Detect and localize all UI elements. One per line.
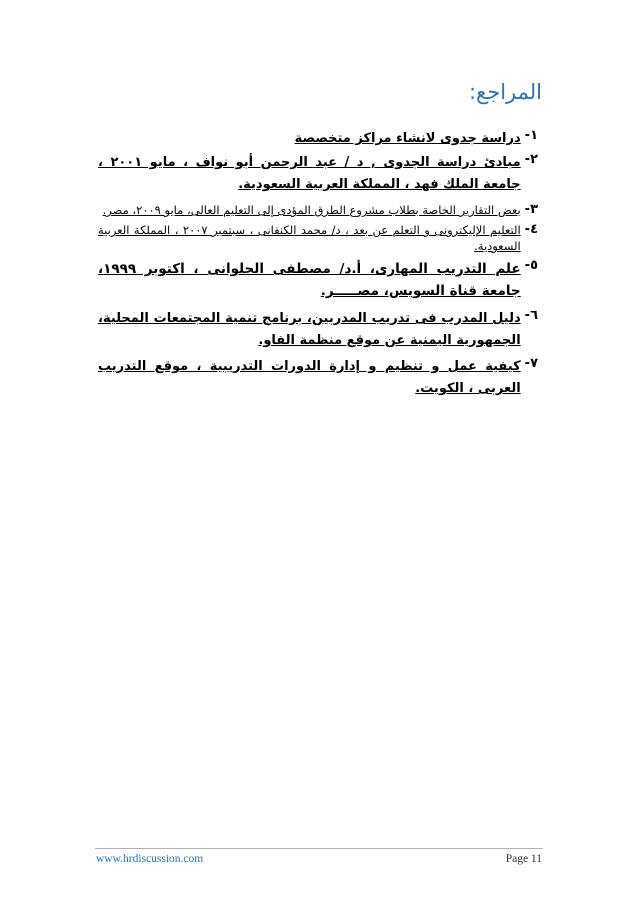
list-item (98, 222, 538, 254)
reference-number: ٥- (524, 258, 538, 273)
list-item (98, 356, 538, 400)
reference-number: ١- (524, 128, 538, 143)
reference-text: دراسة جدوى لانشاء مراكز متخصصة (294, 131, 521, 146)
reference-text: دليل المدرب فى تدريب المدربين، برنامج تنمية المجتمعات المحلية، الجمهورية اليمنية عن موقع منظمة الفاو. (98, 311, 521, 348)
reference-number: ٧- (524, 356, 538, 371)
list-item (98, 128, 538, 150)
reference-text: مبادئ دراسة الجدوى , د / عبد الرحمن أبو نواف ، مايو ٢٠٠١ ، جامعة الملك فهد ، المملكة العربية السعودية. (98, 155, 521, 192)
list-item (98, 258, 538, 302)
website-link[interactable]: www.hrdiscussion.com (96, 853, 204, 865)
list-item (98, 308, 538, 352)
page-number: Page 11 (505, 853, 542, 865)
references-heading: المراجع: (468, 80, 542, 104)
reference-number: ٦- (524, 308, 538, 323)
reference-text: كيفية عمل و تنظيم و إدارة الدورات التدريبية ، موقع التدريب العربى ، الكويت. (98, 359, 521, 396)
references-list (98, 128, 538, 400)
list-item (98, 152, 538, 196)
reference-number: ٤- (524, 222, 538, 237)
reference-number: ٣- (524, 202, 538, 217)
footer-divider (95, 848, 543, 849)
reference-text: علم التدريب المهارى، أ.د/ مصطفى الحلوانى ، اكتوبر ١٩٩٩، جامعة قناة السويس، مصـــــر. (98, 261, 521, 299)
reference-number: ٢- (524, 152, 538, 167)
list-item (98, 202, 538, 218)
reference-text: بعض التقارير الخاصة بطلاب مشروع الطرق المؤدى إلى التعليم العالى، مايو ٢٠٠٩، مصر. (102, 203, 521, 217)
reference-text: التعليم الإليكترونى و التعلم عن بعد ، د/ محمد الكنفانى ، سبتمبر ٢٠٠٧ ، المملكة العربية السعودية. (98, 223, 521, 253)
